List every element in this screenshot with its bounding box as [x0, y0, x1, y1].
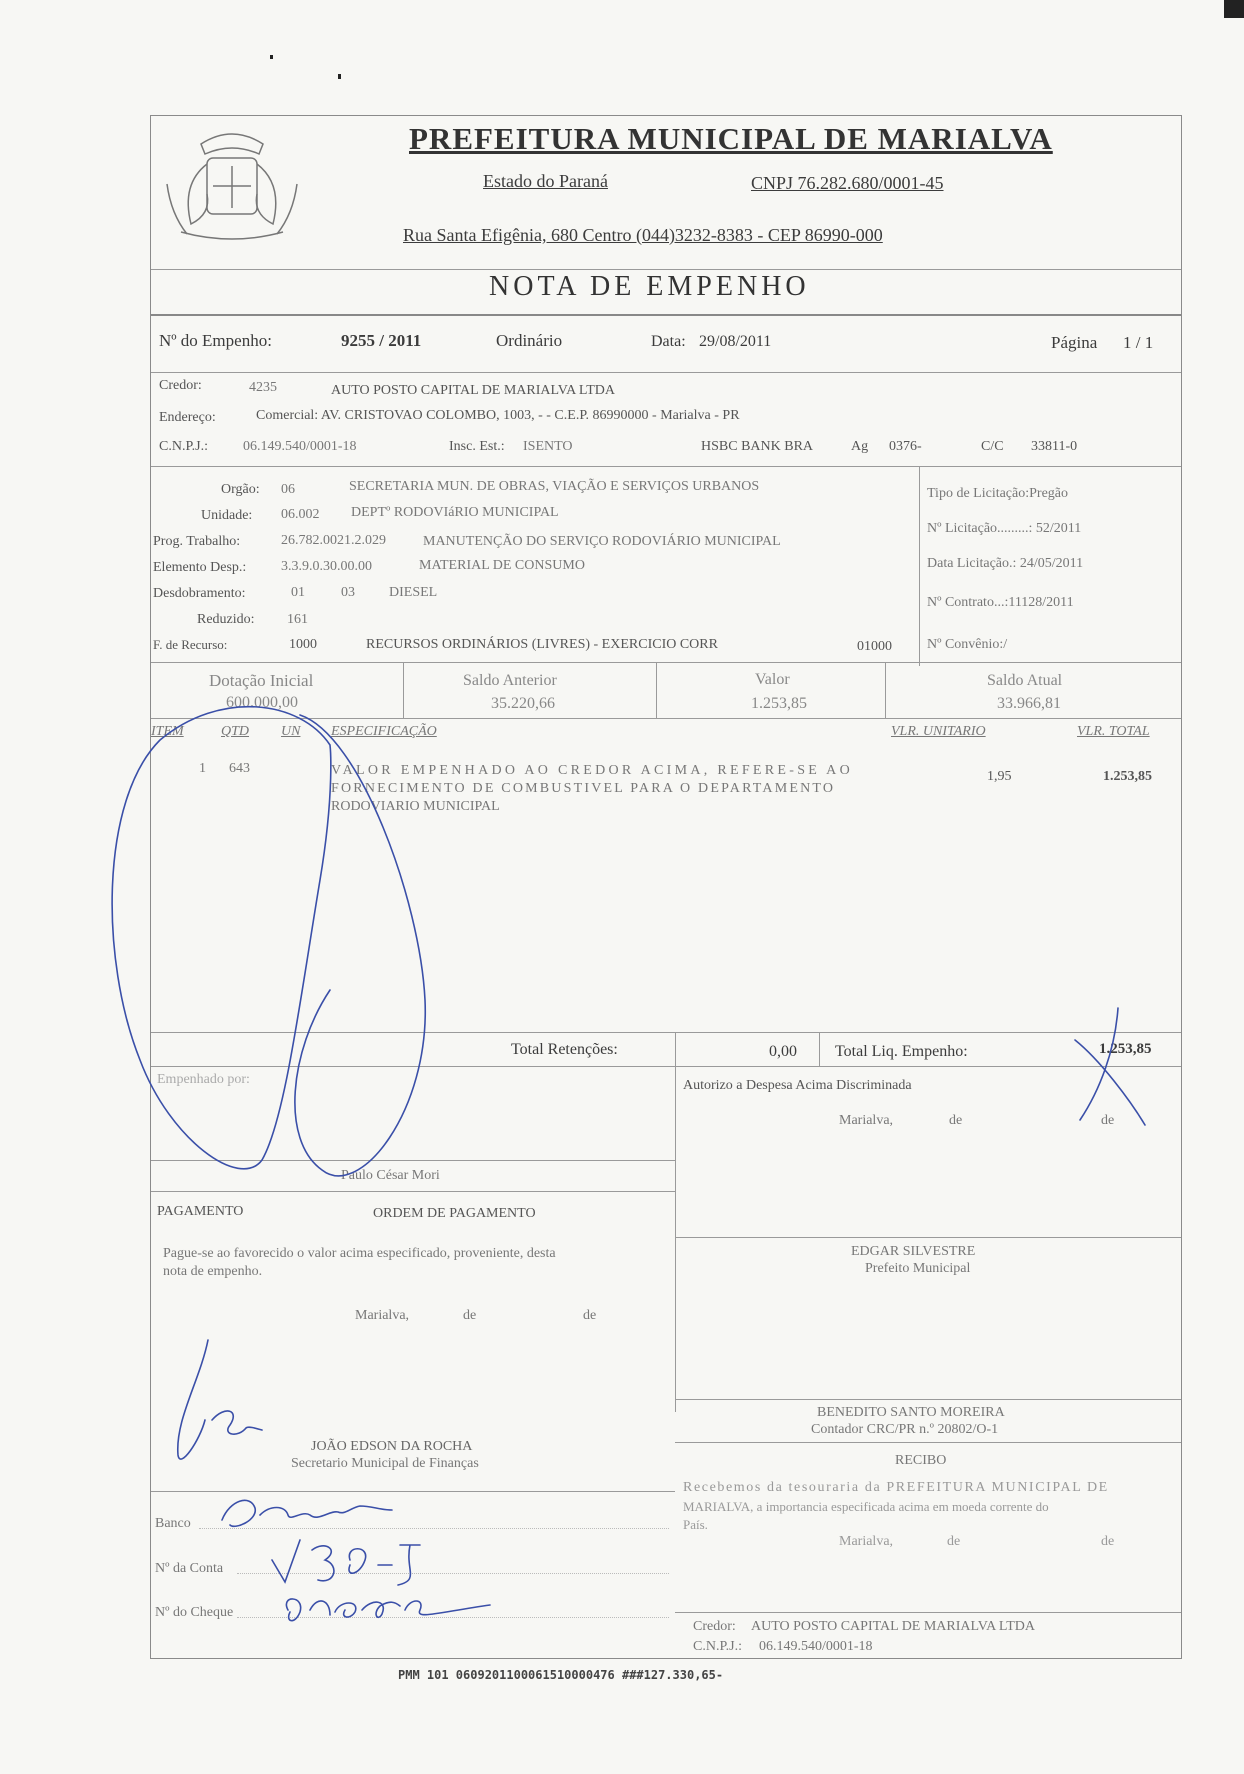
scan-edge — [1224, 0, 1244, 18]
divider — [151, 269, 1181, 270]
divider — [151, 662, 1181, 663]
total-liquido-value: 1.253,85 — [1099, 1041, 1152, 1057]
unidade-name: DEPTº RODOVIáRIO MUNICIPAL — [351, 505, 559, 520]
saldo-anterior-value: 35.220,66 — [491, 695, 555, 712]
convenio-number: Nº Convênio:/ — [927, 637, 1008, 652]
divider — [151, 372, 1181, 373]
desdobramento-label: Desdobramento: — [153, 586, 246, 601]
contador-name: BENEDITO SANTO MOREIRA — [817, 1405, 1005, 1420]
elemento-code: 3.3.9.0.30.00.00 — [281, 559, 372, 574]
item-total-value: 1.253,85 — [1103, 769, 1152, 784]
divider-vertical — [819, 1032, 820, 1066]
divider — [151, 1066, 1181, 1067]
saldo-atual-label: Saldo Atual — [987, 672, 1063, 689]
column-header-qtd: QTD — [221, 724, 250, 739]
nota-de-empenho-form — [150, 115, 1182, 1659]
pagamento-text-2: nota de empenho. — [163, 1264, 263, 1279]
secretario-name: JOÃO EDSON DA ROCHA — [311, 1439, 473, 1454]
conta-underline — [237, 1573, 669, 1574]
valor-label: Valor — [755, 671, 790, 688]
recibo-credor-name: AUTO POSTO CAPITAL DE MARIALVA LTDA — [751, 1619, 1035, 1634]
recurso-label: F. de Recurso: — [153, 637, 228, 652]
unidade-code: 06.002 — [281, 507, 320, 522]
pagamento-local: Marialva, — [355, 1308, 410, 1323]
prog-code: 26.782.0021.2.029 — [281, 533, 386, 548]
insc-label: Insc. Est.: — [449, 439, 505, 454]
coat-of-arms-icon — [161, 124, 303, 244]
elemento-label: Elemento Desp.: — [153, 560, 247, 575]
item-spec-line-2: FORNECIMENTO DE COMBUSTIVEL PARA O DEPARTAMENTO — [331, 781, 836, 796]
autorizo-local: Marialva, — [839, 1113, 894, 1128]
divider-vertical — [919, 466, 920, 666]
municipality-cnpj: CNPJ 76.282.680/0001-45 — [751, 173, 944, 193]
recibo-de-2: de — [1101, 1534, 1115, 1549]
empenho-date-label: Data: — [651, 333, 686, 350]
divider — [675, 1612, 1181, 1613]
column-header-spec: ESPECIFICAÇÃO — [331, 724, 437, 739]
recibo-text-3: País. — [683, 1517, 708, 1532]
recibo-text-1: Recebemos da tesouraria da PREFEITURA MUNICIPAL DE — [683, 1480, 1109, 1495]
contract-number: Nº Contrato...:11128/2011 — [927, 595, 1074, 610]
divider — [675, 1237, 1181, 1238]
contador-cargo: Contador CRC/PR n.º 20802/O-1 — [811, 1422, 999, 1437]
empenho-type: Ordinário — [496, 331, 563, 350]
divider — [675, 1442, 1181, 1443]
item-spec-line-3: RODOVIARIO MUNICIPAL — [331, 799, 500, 814]
autorizo-de-1: de — [949, 1113, 963, 1128]
credor-name: AUTO POSTO CAPITAL DE MARIALVA LTDA — [331, 383, 615, 398]
licitacao-number: Nº Licitação.........: 52/2011 — [927, 521, 1082, 536]
credor-insc: ISENTO — [523, 439, 573, 454]
divider — [151, 1191, 675, 1192]
recibo-cnpj-label: C.N.P.J.: — [693, 1639, 743, 1654]
reduzido-value: 161 — [287, 612, 308, 627]
recurso-name: RECURSOS ORDINÁRIOS (LIVRES) - EXERCICIO CORR — [366, 637, 718, 652]
pagamento-de-1: de — [463, 1308, 477, 1323]
divider — [151, 718, 1181, 719]
column-header-item: ITEM — [151, 724, 184, 739]
dotacao-value: 600.000,00 — [226, 694, 298, 711]
divider — [151, 1032, 1181, 1033]
state-name: Estado do Paraná — [483, 171, 608, 191]
recibo-credor-label: Credor: — [693, 1619, 736, 1634]
empenho-number-label: Nº do Empenho: — [159, 331, 272, 350]
credor-cc: 33811-0 — [1031, 439, 1078, 454]
prog-label: Prog. Trabalho: — [153, 534, 241, 549]
divider — [675, 1399, 1181, 1400]
desdobramento-a: 01 — [291, 585, 305, 600]
prog-name: MANUTENÇÃO DO SERVIÇO RODOVIÁRIO MUNICIPAL — [423, 534, 781, 549]
unidade-label: Unidade: — [201, 508, 253, 523]
recibo-text-2: MARIALVA, a importancia especificada acima em moeda corrente do — [683, 1499, 1049, 1514]
licitacao-type: Tipo de Licitação:Pregão — [927, 486, 1069, 501]
reduzido-label: Reduzido: — [197, 612, 255, 627]
retencoes-value: 0,00 — [769, 1043, 797, 1060]
divider — [151, 466, 1181, 467]
cheque-label: Nº do Cheque — [155, 1605, 234, 1620]
municipality-address: Rua Santa Efigênia, 680 Centro (044)3232-8383 - CEP 86990-000 — [403, 225, 883, 245]
page-label: Página — [1051, 333, 1098, 352]
item-unit-value: 1,95 — [987, 769, 1012, 784]
prefeito-name: EDGAR SILVESTRE — [851, 1244, 976, 1259]
document-title: NOTA DE EMPENHO — [489, 271, 810, 302]
desdobramento-name: DIESEL — [389, 585, 438, 600]
credor-ag-label: Ag — [851, 439, 869, 454]
page-number: 1 / 1 — [1123, 333, 1154, 352]
scan-mark — [270, 55, 273, 59]
orgao-code: 06 — [281, 482, 295, 497]
recibo-local: Marialva, — [839, 1534, 894, 1549]
dotacao-label: Dotação Inicial — [209, 671, 314, 690]
empenho-date: 29/08/2011 — [699, 333, 772, 350]
saldo-anterior-label: Saldo Anterior — [463, 672, 557, 689]
prefeito-cargo: Prefeito Municipal — [865, 1261, 971, 1276]
orgao-label: Orgão: — [221, 482, 260, 497]
banco-label: Banco — [155, 1516, 191, 1531]
licitacao-date: Data Licitação.: 24/05/2011 — [927, 556, 1084, 571]
column-header-un: UN — [281, 724, 301, 739]
credor-bank: HSBC BANK BRA — [701, 439, 814, 454]
banco-underline — [199, 1528, 669, 1529]
column-header-total-value: VLR. TOTAL — [1077, 724, 1150, 739]
secretario-cargo: Secretario Municipal de Finanças — [291, 1456, 479, 1471]
cnpj-label: C.N.P.J.: — [159, 439, 209, 454]
total-liquido-label: Total Liq. Empenho: — [835, 1043, 968, 1060]
divider-vertical — [885, 662, 886, 718]
recurso-number: 01000 — [857, 639, 892, 654]
recibo-title: RECIBO — [895, 1453, 947, 1468]
credor-cc-label: C/C — [981, 439, 1004, 454]
credor-cnpj: 06.149.540/0001-18 — [243, 439, 357, 454]
conta-label: Nº da Conta — [155, 1561, 224, 1576]
desdobramento-b: 03 — [341, 585, 355, 600]
credor-code: 4235 — [249, 380, 277, 395]
divider — [151, 1491, 675, 1492]
retencoes-label: Total Retenções: — [511, 1041, 618, 1058]
item-qtd: 643 — [229, 761, 250, 776]
scan-mark — [338, 74, 341, 79]
credor-address: Comercial: AV. CRISTOVAO COLOMBO, 1003, - - C.E.P. 86990000 - Marialva - PR — [256, 408, 740, 423]
barcode-line: PMM 101 0609201100061510000476 ###127.330,65- — [398, 1668, 724, 1682]
pagamento-label: PAGAMENTO — [157, 1204, 244, 1219]
divider-vertical — [656, 662, 657, 718]
elemento-name: MATERIAL DE CONSUMO — [419, 558, 585, 573]
empenhado-name: Paulo César Mori — [341, 1168, 440, 1183]
divider — [151, 314, 1181, 316]
empenho-number: 9255 / 2011 — [341, 331, 422, 350]
recurso-code: 1000 — [289, 637, 317, 652]
page-title: PREFEITURA MUNICIPAL DE MARIALVA — [409, 121, 1053, 156]
recibo-de-1: de — [947, 1534, 961, 1549]
pagamento-de-2: de — [583, 1308, 597, 1323]
credor-ag: 0376- — [889, 439, 922, 454]
autorizo-de-2: de — [1101, 1113, 1115, 1128]
ordem-pagamento-label: ORDEM DE PAGAMENTO — [373, 1206, 536, 1221]
orgao-name: SECRETARIA MUN. DE OBRAS, VIAÇÃO E SERVIÇOS URBANOS — [349, 479, 760, 494]
cheque-underline — [237, 1617, 669, 1618]
recibo-cnpj: 06.149.540/0001-18 — [759, 1639, 873, 1654]
valor-value: 1.253,85 — [751, 695, 807, 712]
autorizo-text: Autorizo a Despesa Acima Discriminada — [683, 1078, 912, 1093]
divider-vertical — [675, 1032, 676, 1412]
item-spec-line-1: VALOR EMPENHADO AO CREDOR ACIMA, REFERE-SE AO — [331, 763, 854, 778]
column-header-unit-value: VLR. UNITARIO — [891, 724, 986, 739]
endereco-label: Endereço: — [159, 410, 216, 425]
saldo-atual-value: 33.966,81 — [997, 695, 1061, 712]
divider-vertical — [403, 662, 404, 718]
divider — [151, 1160, 675, 1161]
pagamento-text-1: Pague-se ao favorecido o valor acima especificado, proveniente, desta — [163, 1246, 556, 1261]
credor-label: Credor: — [159, 378, 202, 393]
item-number: 1 — [199, 761, 206, 776]
empenhado-label: Empenhado por: — [157, 1072, 250, 1087]
